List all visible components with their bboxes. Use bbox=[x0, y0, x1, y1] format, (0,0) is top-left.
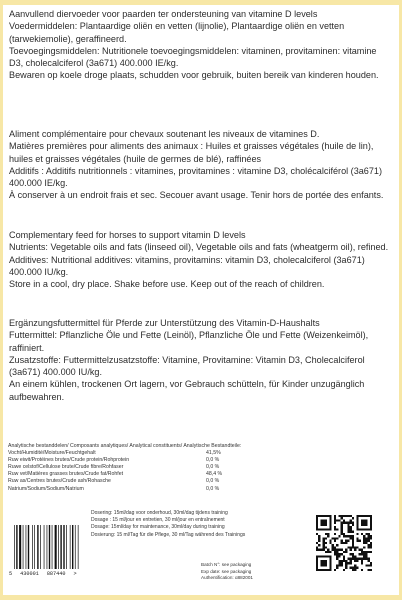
text-block-french bbox=[9, 128, 393, 202]
dosage-line: Dosage : 15 ml/jour en entretien, 30 ml/jour en entraînement bbox=[91, 517, 225, 524]
expiry-date: Exp date: see packaging bbox=[201, 568, 252, 574]
analysis-value: 0,0 % bbox=[206, 457, 220, 464]
analytical-constituents bbox=[8, 443, 308, 493]
nl-line: Voedermiddelen: Plantaardige oliën en vetten (lijnolie), Plantaardige oliën en vetten (tarwekiemolie), geraffineerd. bbox=[9, 21, 345, 44]
analysis-label: Natrium/Sodium/Sodium/Natrium bbox=[8, 485, 84, 492]
text-block-english bbox=[9, 229, 393, 290]
barcode-digit-group: 887440 bbox=[46, 571, 66, 577]
de-line: Ergänzungsfuttermittel für Pferde zur Unterstützung des Vitamin-D-Haushalts bbox=[9, 318, 320, 328]
barcode-digit-group: 5 bbox=[9, 571, 13, 577]
en-line: Store in a cool, dry place. Shake before use. Keep out of the reach of children. bbox=[9, 279, 325, 290]
analysis-label: Ruw eiwit/Protéines brutes/Crude protein/Rohprotein bbox=[8, 457, 130, 464]
batch-info bbox=[201, 562, 253, 582]
analysis-heading: Analytische bestanddelen/ Composants analytiques/ Analytical constituents/ Analytische Bestandteile: bbox=[8, 443, 242, 449]
barcode-icon bbox=[13, 525, 83, 569]
batch-number: Batch N°: see packaging bbox=[201, 562, 252, 567]
en-line: Complementary feed for horses to support vitamin D levels bbox=[9, 230, 246, 240]
analysis-row bbox=[8, 486, 308, 493]
analysis-row bbox=[8, 450, 308, 457]
dosage-instructions bbox=[91, 510, 245, 539]
analysis-row bbox=[8, 457, 308, 464]
dosage-line: Dosage: 15ml/day for maintenance, 30ml/day during training bbox=[91, 524, 225, 531]
barcode-number bbox=[9, 571, 93, 577]
analysis-value: 41,5% bbox=[206, 450, 221, 457]
de-line: Zusatzstoffe: Futtermittelzusatzstoffe: Vitamine, Provitamine: Vitamin D3, Cholecalciferol (3a671) 400.000 IU/kg. bbox=[9, 354, 365, 378]
en-line: Additives: Nutritional additives: vitamins, provitamins: vitamin D3, cholecalciferol (3a671) 400.000 IU/kg. bbox=[9, 254, 365, 277]
label-panel bbox=[3, 5, 399, 595]
fr-line: Aliment complémentaire pour chevaux soutenant les niveaux de vitamines D. bbox=[9, 129, 320, 139]
fr-line: Additifs : Additifs nutritionnels : vitamines, provitamines : vitamine D3, cholécalciférol (3a671) 400.000 IE/kg. bbox=[9, 165, 383, 189]
analysis-label: Ruw vet/Matières grasses brutes/Crude fat/Rohfet bbox=[8, 471, 124, 478]
text-block-german bbox=[9, 317, 393, 403]
text-block-dutch bbox=[9, 8, 393, 82]
fr-line: Matières premières pour aliments des animaux : Huiles et graisses végétales (huile de lin), huiles et graisses végétales (huile de germes de blé), raffinées bbox=[9, 141, 374, 164]
en-line: Nutrients: Vegetable oils and fats (linseed oil), Vegetable oils and fats (wheatgerm oil), refined. bbox=[9, 242, 389, 253]
analysis-value: 0,0 % bbox=[206, 464, 220, 471]
analysis-label: Ruw as/Centres brutes/Crude ash/Rohasche bbox=[8, 478, 111, 485]
nl-line: Toevoegingsmiddelen: Nutritionele toevoegingsmiddelen: vitaminen, provitaminen: vitamine D3, cholecalciferol (3a671) 400.000 IE/kg. bbox=[9, 45, 377, 69]
nl-line: Aanvullend diervoeder voor paarden ter ondersteuning van vitamine D levels bbox=[9, 9, 318, 19]
qr-code-icon bbox=[316, 515, 372, 571]
analysis-value: 0,0 % bbox=[206, 478, 220, 485]
analysis-row bbox=[8, 464, 308, 471]
analysis-row bbox=[8, 471, 308, 478]
fr-line: À conserver à un endroit frais et sec. Secouer avant usage. Tenir hors de portée des enfants. bbox=[9, 190, 384, 201]
de-line: Futtermittel: Pflanzliche Öle und Fette (Leinöl), Pflanzliche Öle und Fette (Weizenkeimöl), raffiniert. bbox=[9, 330, 369, 353]
barcode-digit-group: > bbox=[73, 571, 77, 577]
de-line: An einem kühlen, trockenen Ort lagern, vor Gebrauch schütteln, für Kinder unzugänglich aufbewahren. bbox=[9, 379, 365, 402]
analysis-label: Vocht/Humidité/Moisture/Feuchtgehalt bbox=[8, 450, 96, 457]
analysis-value: 48,4 % bbox=[206, 471, 223, 478]
authentication-code: Authentification: α882001 bbox=[201, 575, 253, 581]
analysis-row bbox=[8, 478, 308, 485]
dosage-line: Dosierung: 15 ml/Tag für die Pflege, 30 ml/Tag während des Trainings bbox=[91, 531, 246, 538]
dosage-line: Dosering: 15ml/dag voor onderhoud, 30ml/dag tijdens training bbox=[91, 510, 228, 516]
barcode-digit-group: 430001 bbox=[20, 571, 39, 577]
analysis-value: 0,0 % bbox=[206, 485, 220, 492]
analysis-label: Ruwe celstof/Cellulose brute/Crude fibre/Rohfaser bbox=[8, 464, 124, 471]
nl-line: Bewaren op koele droge plaats, schudden voor gebruik, buiten bereik van kinderen houden. bbox=[9, 70, 379, 81]
